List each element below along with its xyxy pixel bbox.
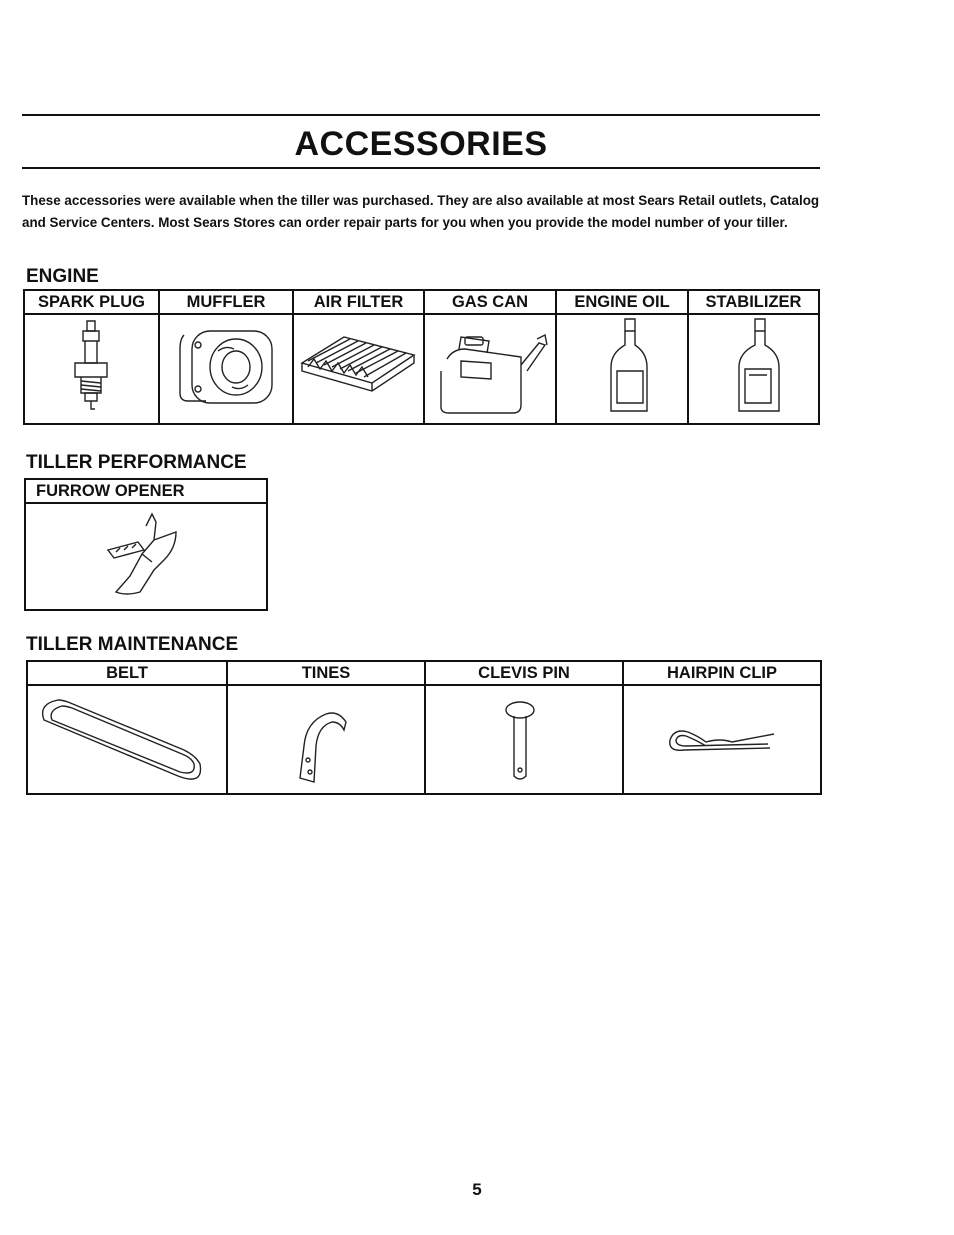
accessory-label: SPARK PLUG bbox=[25, 291, 158, 315]
accessory-label: FURROW OPENER bbox=[26, 480, 266, 504]
muffler-icon bbox=[160, 315, 292, 423]
accessory-muffler bbox=[160, 291, 292, 423]
accessory-stabilizer bbox=[689, 291, 818, 423]
belt-icon bbox=[28, 686, 226, 793]
tines-icon bbox=[228, 686, 424, 793]
page-title: ACCESSORIES bbox=[294, 125, 548, 163]
stabilizer-icon bbox=[689, 315, 818, 423]
air-filter-icon bbox=[294, 315, 423, 423]
accessory-label: HAIRPIN CLIP bbox=[624, 662, 820, 686]
accessory-spark-plug bbox=[25, 291, 158, 423]
accessory-label: GAS CAN bbox=[425, 291, 555, 315]
accessory-label: MUFFLER bbox=[160, 291, 292, 315]
accessory-clevis-pin bbox=[426, 662, 622, 793]
performance-accessories-table bbox=[24, 478, 268, 611]
intro-paragraph: These accessories were available when the tiller was purchased. They are also available at most Sears Retail outlets, Catalog and Service Centers. Most Sears Stores can order repair parts for you when you provide the model number of your tiller. bbox=[22, 193, 820, 230]
performance-heading: TILLER PERFORMANCE bbox=[26, 452, 247, 473]
hairpin-clip-icon bbox=[624, 686, 820, 793]
clevis-pin-icon bbox=[426, 686, 622, 793]
accessory-label: ENGINE OIL bbox=[557, 291, 687, 315]
title-underline bbox=[22, 167, 820, 169]
engine-heading: ENGINE bbox=[26, 266, 99, 287]
top-rule bbox=[22, 114, 820, 116]
accessory-hairpin-clip bbox=[624, 662, 820, 793]
accessory-label: STABILIZER bbox=[689, 291, 818, 315]
engine-oil-icon bbox=[557, 315, 687, 423]
accessory-label: CLEVIS PIN bbox=[426, 662, 622, 686]
maintenance-heading: TILLER MAINTENANCE bbox=[26, 634, 239, 655]
accessory-label: TINES bbox=[228, 662, 424, 686]
accessory-air-filter bbox=[294, 291, 423, 423]
accessory-engine-oil bbox=[557, 291, 687, 423]
accessory-label: BELT bbox=[28, 662, 226, 686]
engine-accessories-table bbox=[23, 289, 820, 425]
gas-can-icon bbox=[425, 315, 555, 423]
accessory-belt bbox=[28, 662, 226, 793]
maintenance-accessories-table bbox=[26, 660, 822, 795]
accessory-label: AIR FILTER bbox=[294, 291, 423, 315]
accessory-tines bbox=[228, 662, 424, 793]
accessory-gas-can bbox=[425, 291, 555, 423]
furrow-opener-icon bbox=[26, 504, 266, 609]
page-number: 5 bbox=[472, 1180, 482, 1199]
accessory-furrow-opener bbox=[26, 480, 266, 609]
spark-plug-icon bbox=[25, 315, 158, 423]
